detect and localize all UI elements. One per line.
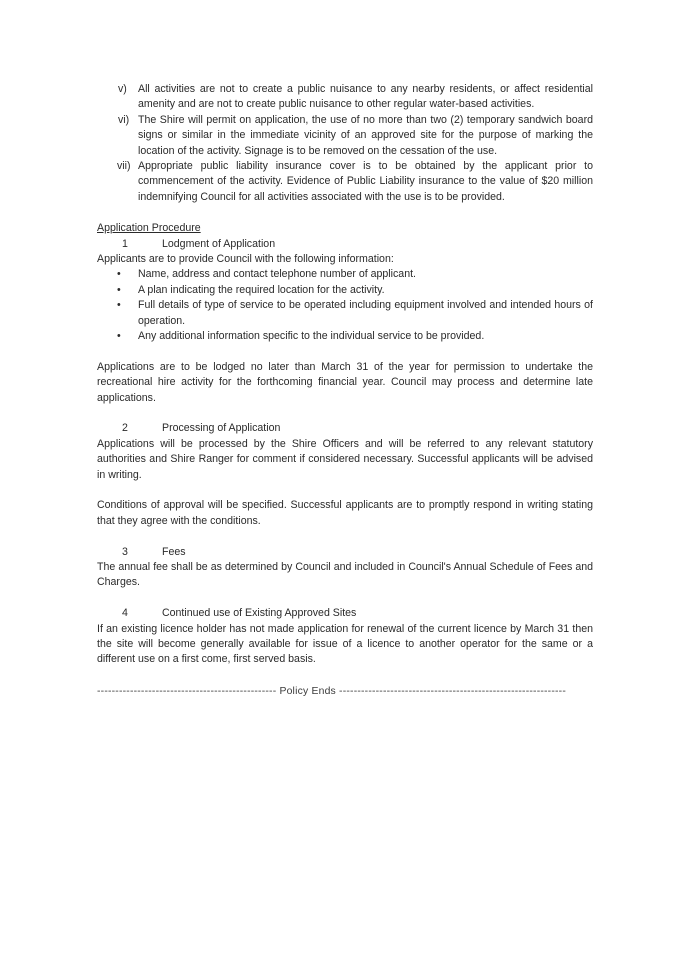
continued-use-heading <box>97 606 593 621</box>
lodgment-heading <box>97 237 593 252</box>
list-item-text: Name, address and contact telephone number of applicant. <box>138 268 416 281</box>
list-item-text: A plan indicating the required location for the activity. <box>138 283 385 296</box>
footer-left-dashes: ------------------------------------------------- <box>97 685 277 697</box>
lodgment-title: Lodgment of Application <box>162 237 276 250</box>
list-item <box>97 329 593 344</box>
application-procedure-heading: Application Procedure <box>97 222 201 235</box>
list-item <box>97 267 593 282</box>
list-item <box>97 283 593 298</box>
condition-number: v) <box>118 83 127 95</box>
list-item-text: Full details of type of service to be operated including equipment involved and intended hours of operation. <box>138 299 593 327</box>
lodgment-intro: Applicants are to provide Council with the following information: <box>97 253 394 266</box>
processing-paragraph: Applications will be processed by the Shire Officers and will be referred to any relevant statutory authorities and Shire Ranger for comment if considered necessary. Successful applicants will be advised in writing. <box>97 437 593 481</box>
lodgment-requirements-list <box>97 267 593 344</box>
continued-use-paragraph: If an existing licence holder has not made application for renewal of the current licence by March 31 then the site will become generally available for issue of a licence to another operator for the same or a different use on a first come, first served basis. <box>97 622 593 666</box>
continued-use-title: Continued use of Existing Approved Sites <box>162 607 357 620</box>
policy-ends-footer <box>97 684 593 699</box>
processing-number: 2 <box>122 422 128 435</box>
continued-use-number: 4 <box>122 607 128 620</box>
fees-title: Fees <box>162 545 186 558</box>
fees-paragraph: The annual fee shall be as determined by Council and included in Council's Annual Schedule of Fees and Charges. <box>97 561 593 589</box>
footer-right-dashes: -------------------------------------------------------------- <box>339 685 566 697</box>
condition-text: The Shire will permit on application, the use of no more than two (2) temporary sandwich board signs or similar in the immediate vicinity of an approved site for the purpose of marking the location of the activity. Signage is to be removed on the cessation of the use. <box>138 113 593 157</box>
condition-item <box>97 113 593 159</box>
footer-label: Policy Ends <box>279 685 336 697</box>
bullet-icon: • <box>117 330 121 343</box>
processing-heading <box>97 421 593 436</box>
conditions-list <box>97 82 593 205</box>
condition-text: Appropriate public liability insurance cover is to be obtained by the applicant prior to commencement of the activity. Evidence of Public Liability insurance to the value of $20 million indemnifying Council for all activities associated with the use is to be provided. <box>138 160 593 203</box>
fees-heading <box>97 545 593 560</box>
conditions-of-approval-paragraph: Conditions of approval will be specified. Successful applicants are to promptly respond in writing stating that they agree with the conditions. <box>97 499 593 527</box>
list-item-text: Any additional information specific to the individual service to be provided. <box>138 330 485 343</box>
condition-number: vii) <box>117 160 131 173</box>
list-item <box>97 298 593 329</box>
fees-number: 3 <box>122 545 128 558</box>
bullet-icon: • <box>117 268 121 281</box>
bullet-icon: • <box>117 299 121 312</box>
condition-number: vi) <box>118 113 130 126</box>
document-page <box>97 82 593 699</box>
processing-title: Processing of Application <box>162 422 281 435</box>
lodgment-deadline-paragraph: Applications are to be lodged no later than March 31 of the year for permission to undertake the recreational hire activity for the forthcoming financial year. Council may process and determine late applications. <box>97 360 593 404</box>
bullet-icon: • <box>117 283 121 296</box>
condition-text: All activities are not to create a public nuisance to any nearby residents, or affect residential amenity and are not to create public nuisance to other regular water-based activities. <box>138 83 593 111</box>
condition-item <box>97 82 593 113</box>
condition-item <box>97 159 593 205</box>
lodgment-number: 1 <box>122 237 128 250</box>
